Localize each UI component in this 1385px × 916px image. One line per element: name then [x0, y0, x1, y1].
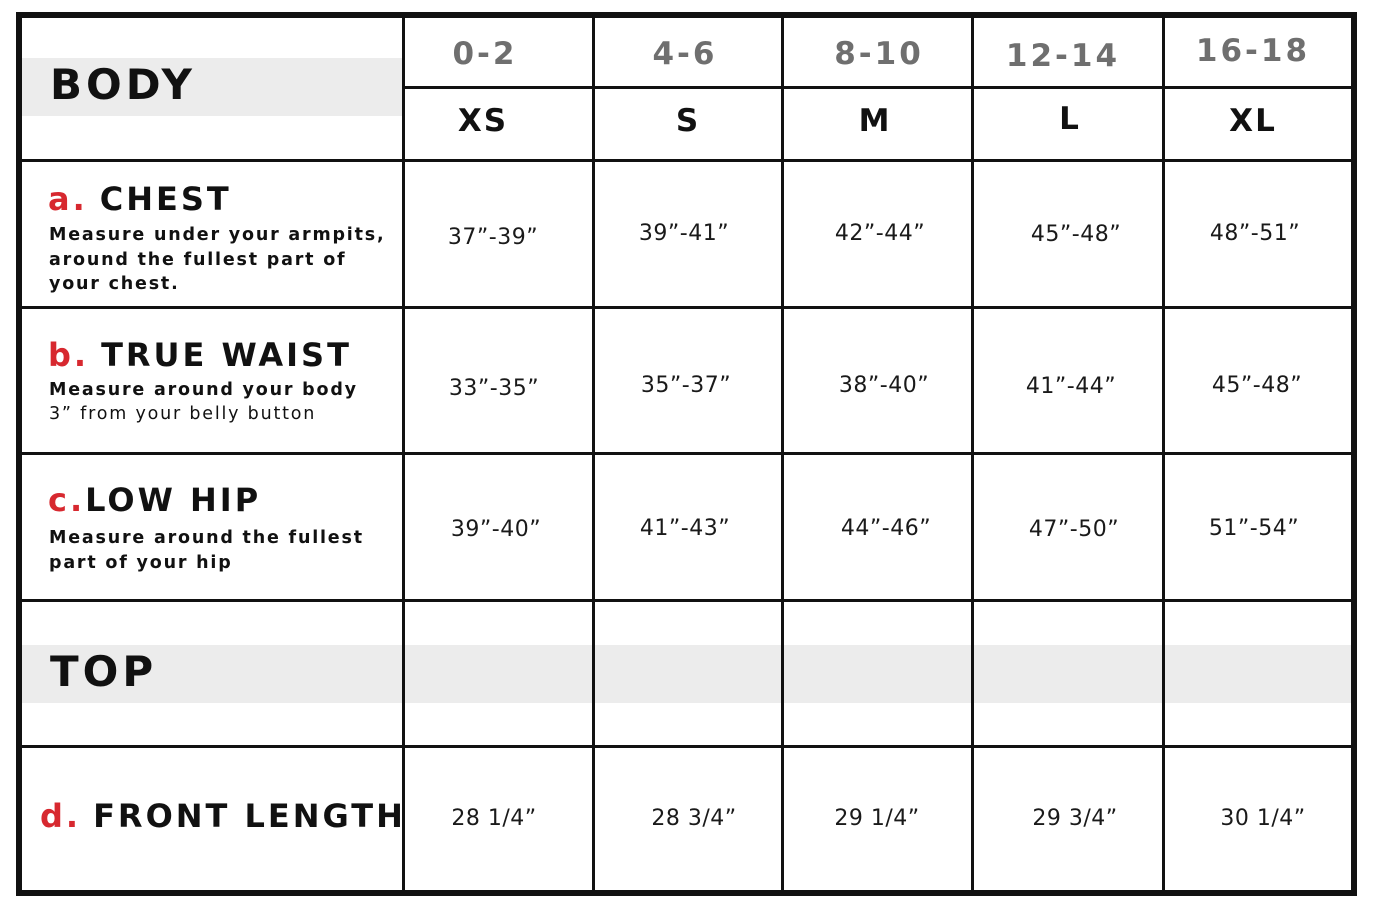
row-letter: b.: [48, 336, 90, 374]
row-letter: a.: [48, 180, 88, 218]
size-header: L: [1059, 101, 1081, 137]
measurement-cell: 48”-51”: [1209, 221, 1301, 246]
measurement-cell: 39”-40”: [450, 517, 542, 542]
row-label-chest: [48, 180, 232, 218]
age-header: 8-10: [834, 36, 924, 72]
size-header: XL: [1229, 103, 1277, 139]
measurement-cell: 33”-35”: [448, 376, 540, 401]
measurement-cell: 42”-44”: [834, 221, 926, 246]
grid-line: [22, 599, 1351, 602]
row-label-low-hip: [48, 481, 261, 519]
age-header: 0-2: [452, 36, 518, 72]
size-header: XS: [457, 103, 509, 139]
age-header: 12-14: [1005, 38, 1121, 74]
measurement-cell: 30 1/4”: [1220, 806, 1306, 831]
row-description: Measure under your armpits, around the fullest part of your chest.: [49, 225, 386, 294]
measurement-cell: 41”-44”: [1025, 374, 1117, 399]
row-title: FRONT LENGTH: [93, 797, 406, 835]
size-header: M: [858, 103, 892, 139]
row-label-front-length: [40, 797, 406, 835]
measurement-cell: 35”-37”: [640, 373, 732, 398]
age-header: 4-6: [652, 36, 718, 72]
measurement-cell: 47”-50”: [1028, 517, 1120, 542]
row-letter: c.: [48, 481, 86, 519]
measurement-cell: 37”-39”: [447, 225, 539, 250]
row-title: LOW HIP: [85, 481, 262, 519]
measurement-cell: 38”-40”: [838, 373, 930, 398]
top-section-band: [22, 645, 1351, 703]
top-section-title: TOP: [50, 647, 158, 696]
grid-line: [22, 306, 1351, 309]
measurement-cell: 51”-54”: [1208, 516, 1300, 541]
grid-line: [403, 86, 1351, 89]
row-label-true-waist: [48, 336, 352, 374]
row-description-note: 3” from your belly button: [49, 404, 317, 424]
row-title: TRUE WAIST: [101, 336, 352, 374]
size-header: S: [675, 103, 701, 139]
row-title: CHEST: [99, 180, 232, 218]
measurement-cell: 28 3/4”: [651, 806, 737, 831]
row-description: Measure around your body: [49, 380, 358, 400]
measurement-cell: 44”-46”: [840, 516, 932, 541]
measurement-cell: 29 3/4”: [1032, 806, 1118, 831]
grid-line: [22, 159, 1351, 162]
row-letter: d.: [40, 797, 82, 835]
measurement-cell: 39”-41”: [638, 221, 730, 246]
grid-line: [22, 452, 1351, 455]
body-section-title: BODY: [50, 60, 196, 109]
measurement-cell: 45”-48”: [1030, 222, 1122, 247]
row-description: Measure around the fullest part of your hip: [49, 528, 364, 573]
age-header: 16-18: [1195, 33, 1311, 69]
measurement-cell: 29 1/4”: [834, 806, 920, 831]
measurement-cell: 41”-43”: [639, 516, 731, 541]
measurement-cell: 28 1/4”: [451, 806, 537, 831]
grid-line: [22, 745, 1351, 748]
measurement-cell: 45”-48”: [1211, 373, 1303, 398]
